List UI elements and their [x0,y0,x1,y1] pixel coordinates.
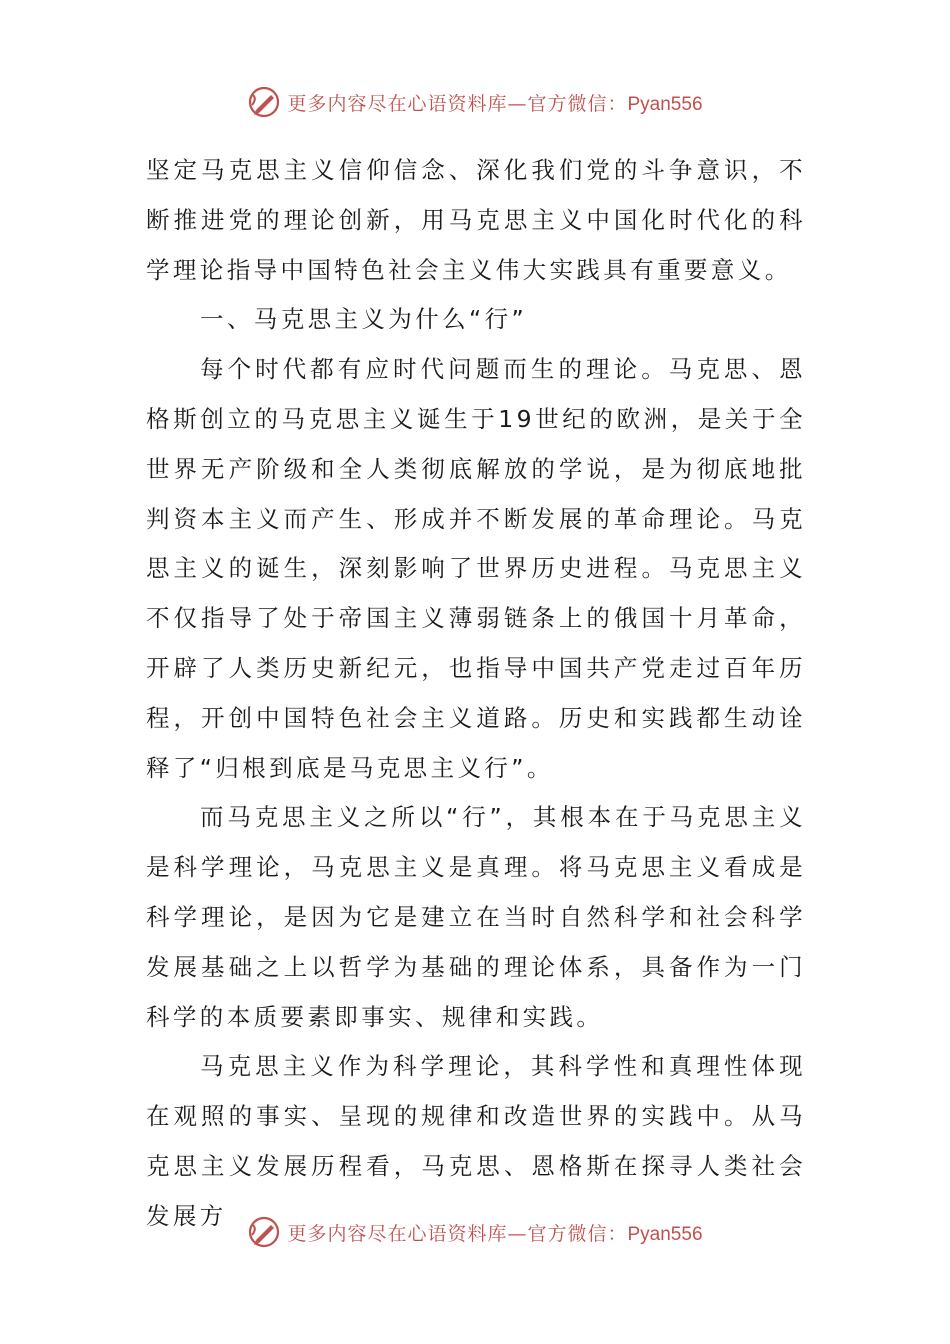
pen-logo-icon [247,85,281,119]
header-wechat-id: Pyan556 [627,93,703,115]
document-body [146,146,806,1242]
section-heading: 一、马克思主义为什么“行” [200,305,528,334]
pen-logo-icon [247,1215,281,1249]
footer-wechat-id: Pyan556 [627,1223,703,1245]
footer-banner [0,1212,950,1252]
paragraph-intro: 坚定马克思主义信仰信念、深化我们党的斗争意识，不断推进党的理论创新，用马克思主义中国化时代化的科学理论指导中国特色社会主义伟大实践具有重要意义。 [146,156,806,284]
header-banner [0,82,950,122]
footer-banner-text: 更多内容尽在心语资料库—官方微信：Pyan556 [287,1222,703,1245]
paragraph-science: 而马克思主义之所以“行”，其根本在于马克思主义是科学理论，马克思主义是真理。将马克思主义看成是科学理论，是因为它是建立在当时自然科学和社会科学发展基础之上以哲学为基础的理论体系，具备作为一门科学的本质要素即事实、规律和实践。 [146,803,806,1031]
paragraph-truth: 马克思主义作为科学理论，其科学性和真理性体现在观照的事实、呈现的规律和改造世界的实践中。从马克思主义发展历程看，马克思、恩格斯在探寻人类社会发展方 [146,1052,806,1230]
paragraph-history: 每个时代都有应时代问题而生的理论。马克思、恩格斯创立的马克思主义诞生于19世纪的欧洲，是关于全世界无产阶级和全人类彻底解放的学说，是为彻底地批判资本主义而产生、形成并不断发展的革命理论。马克思主义的诞生，深刻影响了世界历史进程。马克思主义不仅指导了处于帝国主义薄弱链条上的俄国十月革命，开辟了人类历史新纪元，也指导中国共产党走过百年历程，开创中国特色社会主义道路。历史和实践都生动诠释了“归根到底是马克思主义行”。 [146,355,806,782]
header-banner-text: 更多内容尽在心语资料库—官方微信：Pyan556 [287,92,703,115]
